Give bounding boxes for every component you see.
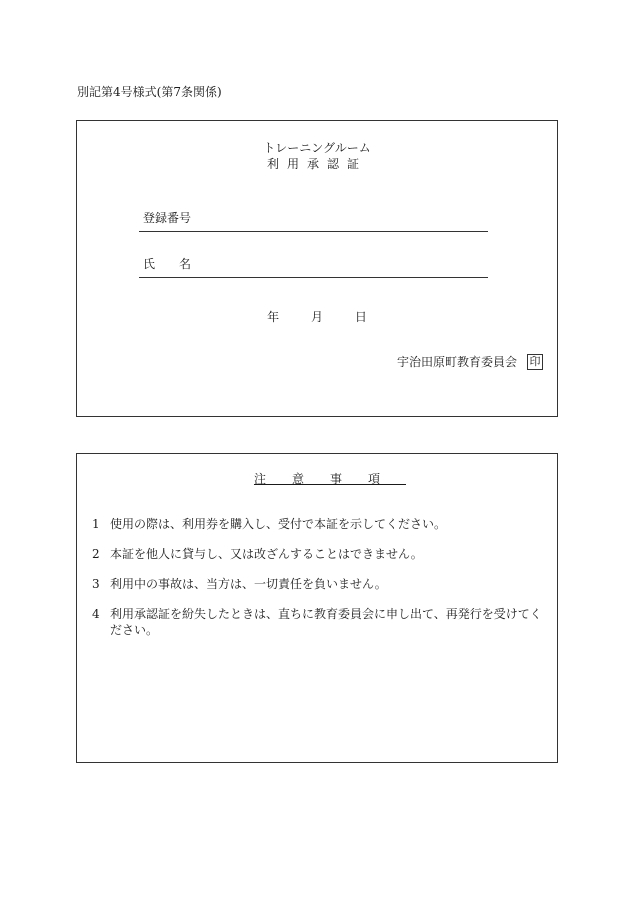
notes-title-text: 注意事項 (253, 472, 406, 486)
note-item (92, 606, 552, 638)
note-number: 3 (92, 577, 100, 591)
card-title-facility: トレーニングルーム (263, 141, 371, 155)
note-text: 利用承認証を紛失したときは、直ちに教育委員会に申し出て、再発行を受けてください。 (110, 607, 542, 637)
seal-mark: 印 (527, 354, 543, 370)
issuer-block (397, 353, 543, 370)
note-number: 4 (92, 607, 100, 621)
note-text: 利用中の事故は、当方は、一切責任を負いません。 (110, 577, 387, 591)
date-day-label: 日 (354, 310, 367, 324)
note-number: 2 (92, 547, 100, 561)
registration-number-field (139, 209, 488, 232)
name-label: 氏 名 (143, 257, 192, 271)
notes-list (92, 516, 552, 652)
card-title-certificate: 利用承認証 (266, 157, 367, 171)
note-item (92, 576, 552, 592)
date-year-label: 年 (267, 310, 280, 324)
issuer-name: 宇治田原町教育委員会 (396, 355, 517, 369)
date-row (77, 308, 557, 325)
registration-number-label: 登録番号 (143, 211, 192, 225)
note-item (92, 516, 552, 532)
notes-box (76, 453, 558, 763)
name-field (139, 255, 488, 278)
notes-title (77, 470, 557, 487)
note-text: 使用の際は、利用券を購入し、受付で本証を示してください。 (110, 517, 447, 531)
note-text: 本証を他人に貸与し、又は改ざんすることはできません。 (110, 547, 423, 561)
form-reference-label: 別記第4号様式(第7条関係) (77, 85, 222, 99)
date-month-label: 月 (310, 310, 323, 324)
note-number: 1 (92, 517, 100, 531)
approval-card (76, 120, 558, 417)
note-item (92, 546, 552, 562)
